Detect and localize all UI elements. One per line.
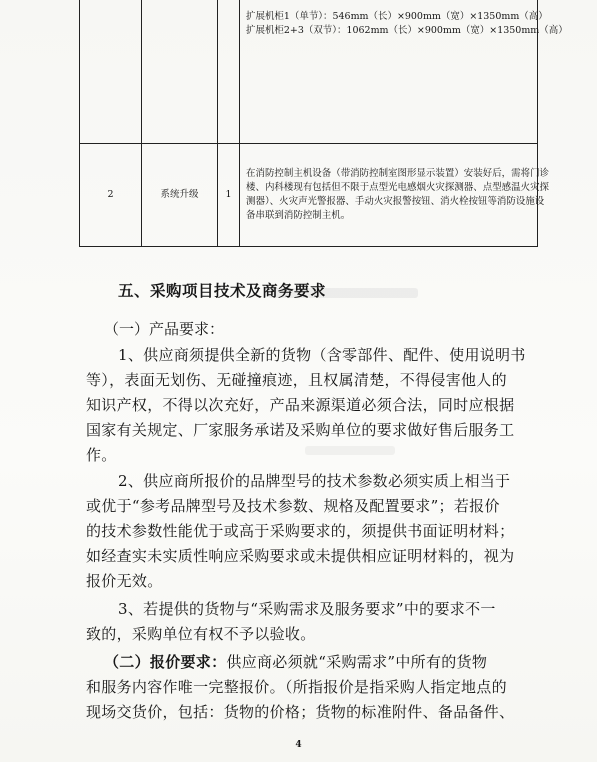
- paragraph-line: 作。: [86, 446, 117, 464]
- paragraph-line: 2、供应商所报价的品牌型号的技术参数必须实质上相当于: [118, 472, 511, 490]
- page-number: 4: [295, 740, 302, 750]
- paragraph-text: 供应商必须就“采购需求”中所有的货物: [226, 653, 488, 671]
- item-name-cell: 系统升级: [142, 144, 218, 247]
- subsection-heading: （一）产品要求：: [104, 320, 225, 338]
- paragraph-line: 和服务内容作唯一完整报价。（所指报价是指采购人指定地点的: [86, 678, 507, 696]
- paragraph-line: 现场交货价，包括：货物的价格；货物的标准附件、备品备件、: [86, 703, 515, 721]
- description-cell: [240, 0, 568, 144]
- description-line: 备串联到消防控制主机。: [246, 210, 351, 221]
- table-row: [80, 0, 538, 144]
- description-line: 扩展机柜2+3（双节）：1062mm（长）×900mm（宽）×1350mm（高）: [246, 25, 568, 36]
- subsection-label: （二）报价要求：: [104, 653, 227, 671]
- paragraph-line: 或优于“参考品牌型号及技术参数、规格及配置要求”；若报价: [86, 497, 500, 515]
- paragraph-line: 报价无效。: [86, 572, 163, 590]
- description-line: 扩展机柜1（单节）：546mm（长）×900mm（宽）×1350mm（高）: [246, 11, 548, 22]
- quantity-cell: 1: [218, 144, 240, 247]
- row-number-cell: [80, 0, 142, 144]
- paragraph-line: 等），表面无划伤、无碰撞痕迹，且权属清楚，不得侵害他人的: [86, 371, 507, 389]
- description-line: 楼、内科楼现有包括但不限于点型光电感烟火灾探测器、点型感温火灾探: [246, 182, 550, 193]
- section-heading: 五、采购项目技术及商务要求: [118, 281, 327, 300]
- table-row: [80, 144, 538, 247]
- paragraph-line: 的技术参数性能优于或高于采购要求的，须提供书面证明材料；: [86, 522, 515, 540]
- paragraph-line: 国家有关规定、厂家服务承诺及采购单位的要求做好售后服务工: [86, 421, 515, 439]
- quantity-cell: [218, 0, 240, 144]
- paragraph-line: 致的，采购单位有权不予以验收。: [86, 625, 316, 643]
- scan-artifact: [305, 446, 395, 455]
- item-name-cell: [142, 0, 218, 144]
- specification-table: [79, 0, 568, 247]
- paragraph-line: 3、若提供的货物与“采购需求及服务要求”中的要求不一: [118, 600, 496, 618]
- paragraph-line: 1、供应商须提供全新的货物（含零部件、配件、使用说明书: [118, 346, 526, 364]
- description-line: 在消防控制主机设备（带消防控制室图形显示装置）安装好后，需将门诊: [246, 168, 550, 179]
- description-cell: [240, 144, 550, 247]
- description-line: 测器）、火灾声光警报器、手动火灾报警按钮、消火栓按钮等消防设施设: [246, 196, 545, 207]
- paragraph-line: 如经查实未实质性响应采购要求或未提供相应证明材料的，视为: [86, 547, 515, 565]
- row-number-cell: 2: [80, 144, 142, 247]
- paragraph-line: 知识产权，不得以次充好，产品来源渠道必须合法，同时应根据: [86, 396, 515, 414]
- paragraph-line: [104, 651, 487, 672]
